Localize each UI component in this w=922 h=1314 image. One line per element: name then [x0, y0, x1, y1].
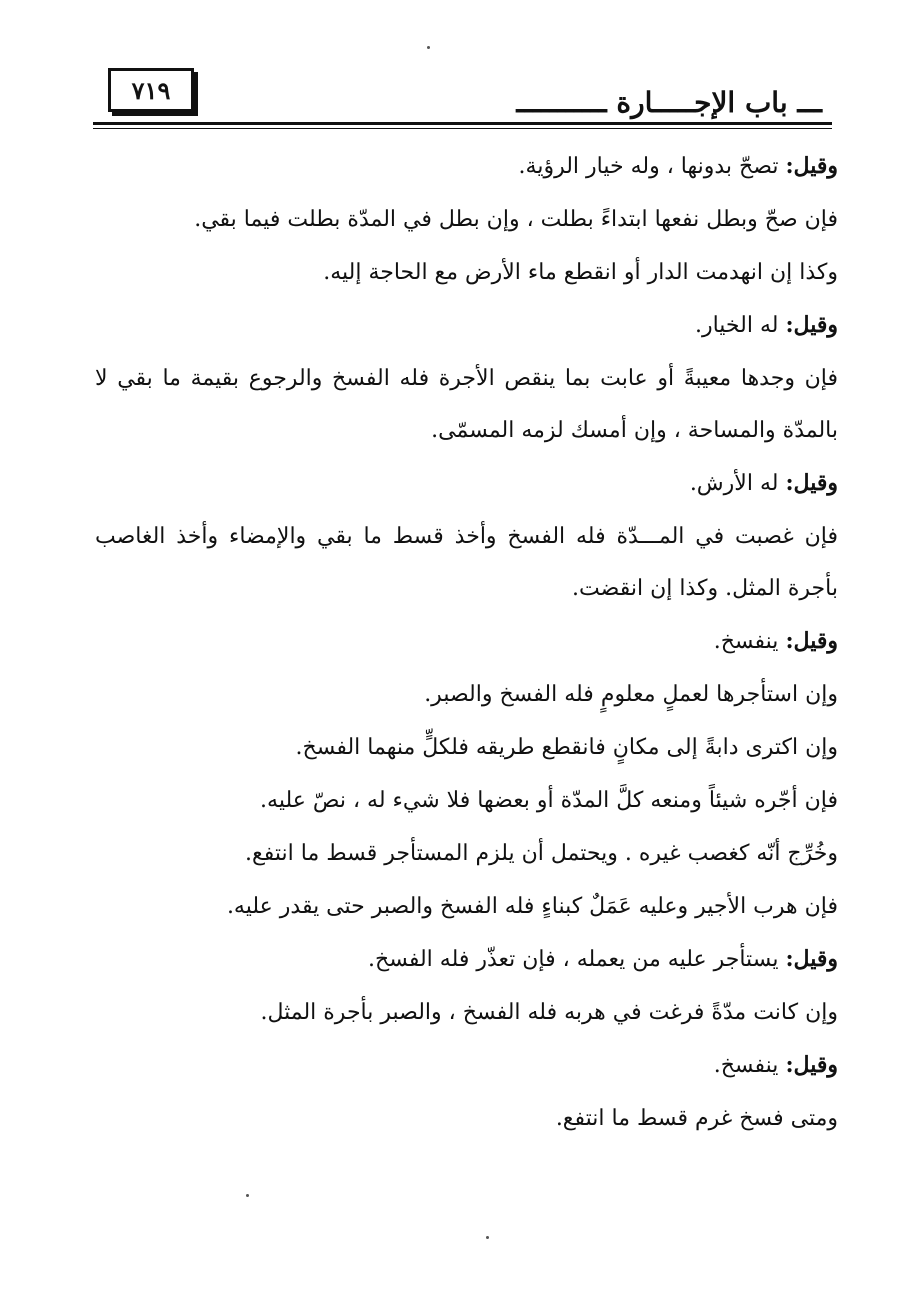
paragraph-text: فإن أجّره شيئاً ومنعه كلَّ المدّة أو بعضها فلا شيء له ، نصّ عليه. — [260, 788, 838, 813]
paragraph-text: وإن كانت مدّةً فرغت في هربه فله الفسخ ، والصبر بأجرة المثل. — [260, 1000, 838, 1025]
paragraph-text: فإن هرب الأجير وعليه عَمَلٌ كبناءٍ فله الفسخ والصبر حتى يقدر عليه. — [226, 894, 838, 919]
paragraph — [95, 721, 838, 774]
paragraph — [95, 352, 838, 457]
paragraph — [95, 1039, 838, 1092]
paragraph — [95, 668, 838, 721]
paragraph — [95, 986, 838, 1039]
paragraph-lead: وقيل: — [785, 1052, 838, 1078]
paragraph-text: فإن صحّ وبطل نفعها ابتداءً بطلت ، وإن بطل في المدّة بطلت فيما بقي. — [194, 207, 838, 232]
paragraph-text: تصحّ بدونها ، وله خيار الرؤية. — [518, 154, 786, 179]
paragraph-lead: وقيل: — [785, 628, 838, 654]
paragraph-lead: وقيل: — [785, 946, 838, 972]
paragraph-text: ينفسخ. — [713, 629, 786, 654]
paragraph — [95, 1092, 838, 1145]
paragraph-text: يستأجر عليه من يعمله ، فإن تعذّر فله الفسخ. — [368, 947, 786, 972]
paragraph-text: ومتى فسخ غرم قسط ما انتفع. — [555, 1106, 838, 1131]
scan-speck — [427, 46, 430, 49]
page-number: ٧١٩ — [108, 68, 194, 112]
paragraph-text: ينفسخ. — [713, 1053, 786, 1078]
scan-speck — [486, 1236, 489, 1239]
header-rule-thin — [93, 128, 832, 129]
paragraph-lead: وقيل: — [785, 312, 838, 338]
paragraph — [95, 140, 838, 193]
paragraph — [95, 827, 838, 880]
paragraph — [95, 774, 838, 827]
paragraph — [95, 510, 838, 615]
paragraph-text: له الأرش. — [689, 471, 786, 496]
paragraph-text: وإن استأجرها لعملٍ معلومٍ فله الفسخ والصبر. — [424, 682, 838, 707]
body-text — [95, 140, 838, 1145]
paragraph — [95, 615, 838, 668]
paragraph-text: وإن اكترى دابةً إلى مكانٍ فانقطع طريقه فلكلٍّ منهما الفسخ. — [295, 735, 838, 760]
paragraph-text: وكذا إن انهدمت الدار أو انقطع ماء الأرض مع الحاجة إليه. — [323, 260, 838, 285]
paragraph-lead: وقيل: — [785, 470, 838, 496]
paragraph — [95, 246, 838, 299]
chapter-title: ـــ باب الإجـــــارة ـــــــــــ — [516, 86, 822, 119]
paragraph — [95, 457, 838, 510]
paragraph-text: فإن وجدها معيبةً أو عابت بما ينقص الأجرة فله الفسخ والرجوع بقيمة ما بقي لا بالمدّة والمساحة ، وإن أمسك لزمه المسمّى. — [95, 366, 838, 443]
scan-speck — [246, 1194, 249, 1197]
paragraph — [95, 299, 838, 352]
paragraph — [95, 933, 838, 986]
paragraph-lead: وقيل: — [785, 153, 838, 179]
paragraph-text: له الخيار. — [694, 313, 786, 338]
paragraph — [95, 193, 838, 246]
header-rule-thick — [93, 122, 832, 125]
paragraph-text: فإن غصبت في المـــدّة فله الفسخ وأخذ قسط ما بقي والإمضاء وأخذ الغاصب بأجرة المثل. وكذا إن انقضت. — [95, 524, 838, 601]
paragraph — [95, 880, 838, 933]
paragraph-text: وخُرِّج أنّه كغصب غيره . ويحتمل أن يلزم المستأجر قسط ما انتفع. — [245, 841, 838, 866]
